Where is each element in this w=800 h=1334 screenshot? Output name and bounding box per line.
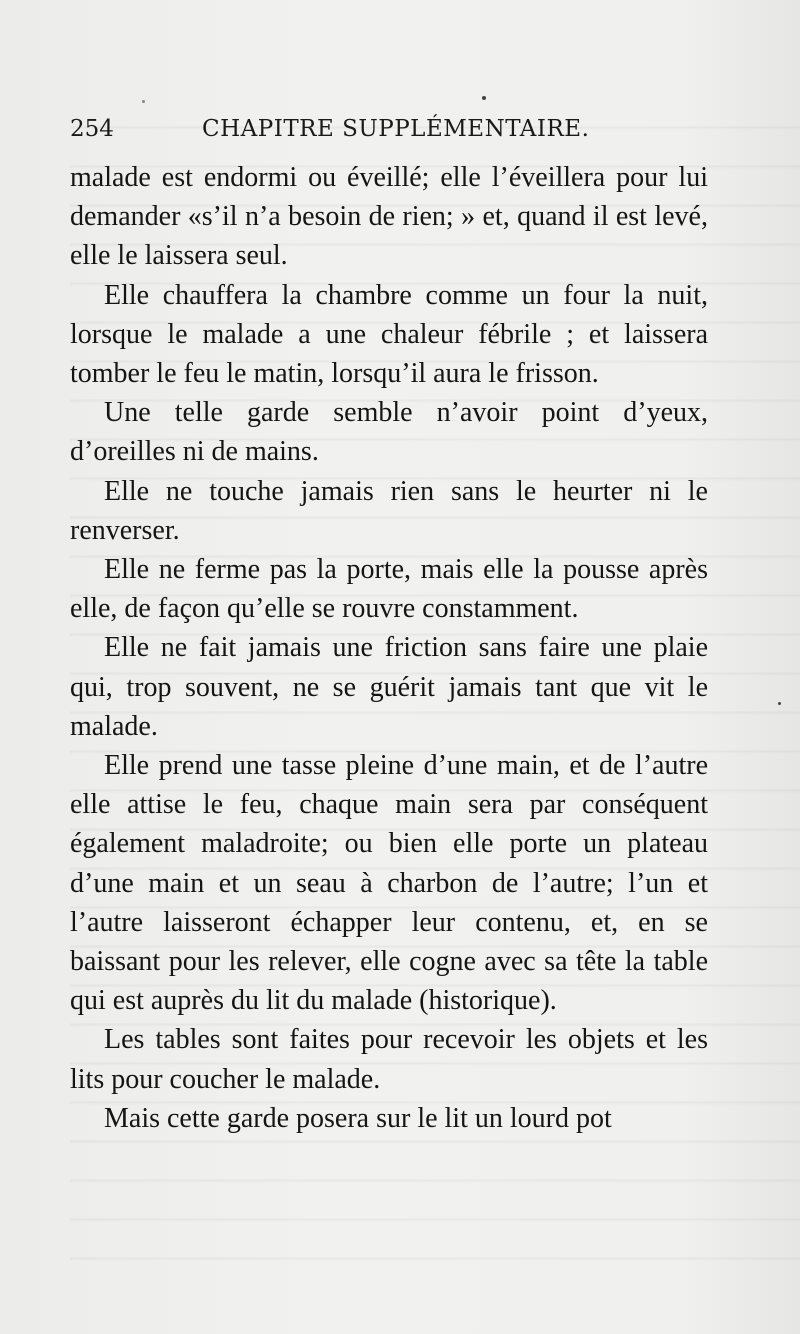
ink-speck [142,100,145,103]
paragraph: Elle ne touche jamais rien sans le heurter ni le renverser. [70,475,708,546]
paragraph: Elle prend une tasse pleine d’une main, et de l’autre elle attise le feu, chaque main sera par conséquent également maladroite; ou bien elle porte un plateau d’une main et un seau à charbon de l’autre; l’un et l’autre laisseront échapper leur contenu, et, en se baissant pour les relever, elle cogne avec sa tête la table qui est auprès du lit du malade (historique). [70,750,708,1017]
running-title: CHAPITRE SUPPLÉMENTAIRE. [202,116,590,142]
paragraph: Les tables sont faites pour recevoir les objets et les lits pour coucher le malade. [70,1024,708,1095]
body-text [70,158,708,1138]
paragraph: Elle chauffera la chambre comme un four la nuit, lorsque le malade a une chaleur fébrile ; et laissera tomber le feu le matin, lorsqu’il aura le frisson. [70,279,708,390]
ink-speck [778,702,781,705]
ink-speck [482,96,486,100]
paragraph: malade est endormi ou éveillé; elle l’éveillera pour lui demander «s’il n’a besoin de rien; » et, quand il est levé, elle le laissera seul. [70,162,708,272]
page-header [70,116,710,146]
paragraph: Mais cette garde posera sur le lit un lourd pot [104,1102,612,1134]
page-number: 254 [70,116,114,142]
paragraph: Une telle garde semble n’avoir point d’yeux, d’oreilles ni de mains. [70,397,708,468]
paragraph: Elle ne ferme pas la porte, mais elle la pousse après elle, de façon qu’elle se rouvre constamment. [70,554,708,625]
paragraph: Elle ne fait jamais une friction sans faire une plaie qui, trop souvent, ne se guérit jamais tant que vit le malade. [70,632,708,742]
